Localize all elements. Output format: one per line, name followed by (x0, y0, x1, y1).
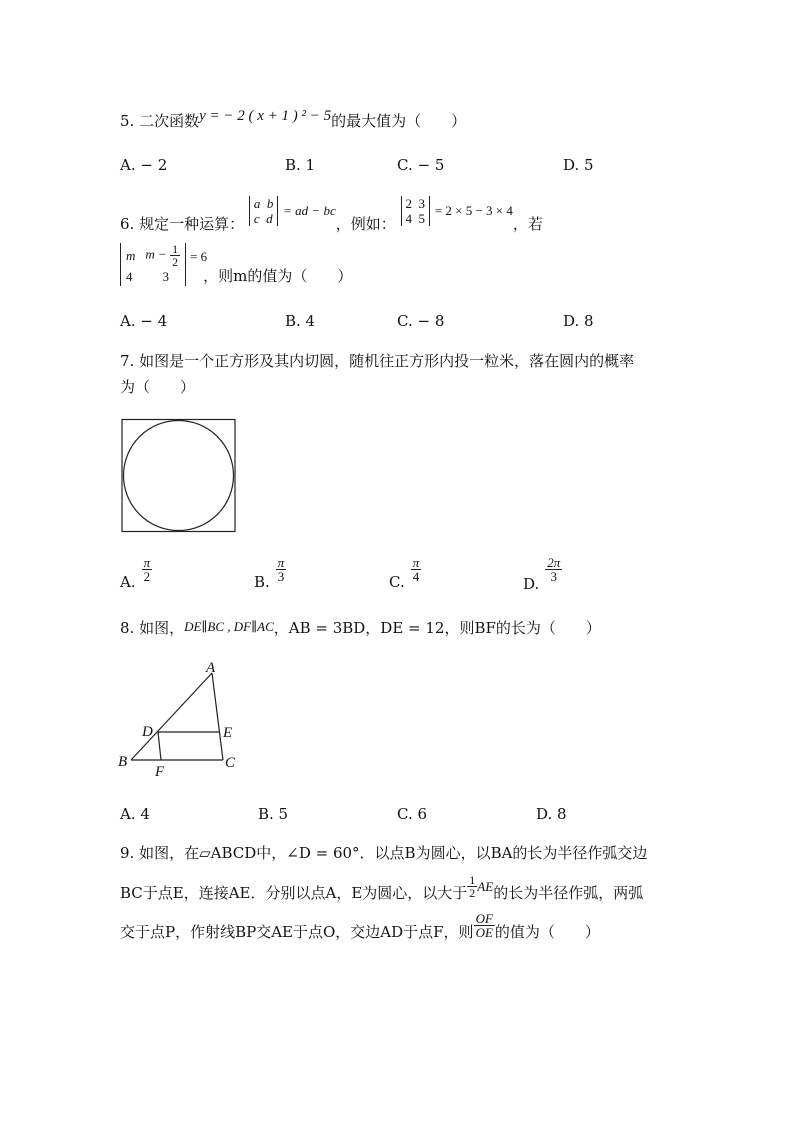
question-7-stem-line1: 7. 如图是一个正方形及其内切圆，随机往正方形内投一粒米，落在圆内的概率 (120, 352, 635, 370)
q6-option-a[interactable]: A. − 4 (120, 312, 168, 330)
q8-label-b: B (118, 754, 128, 770)
q7-circle (124, 421, 234, 531)
q6-example-rhs: = 2 × 5 − 3 × 4 (434, 203, 513, 218)
q8-side-ab (131, 673, 212, 760)
q5-stem-suffix: 的最大值为（ ） (331, 112, 467, 130)
question-6-stem-line1 (120, 196, 543, 233)
question-9-stem-line1: 9. 如图，在▱ABCD中，∠D = 60°．以点B为圆心，以BA的长为半径作弧交边 (120, 844, 648, 862)
q8-figure-triangle (110, 655, 250, 780)
q9-line2-suffix: 的长为半径作弧，两弧 (493, 884, 644, 902)
q5-stem-prefix: 5. 二次函数 (120, 112, 200, 130)
question-5-stem (120, 110, 466, 131)
q8-option-a[interactable]: A. 4 (120, 805, 150, 823)
q6-stem-prefix: 6. 规定一种运算： (120, 215, 245, 233)
question-7-stem-line2: 为（ ） (120, 378, 196, 396)
q7-figure-square-incircle (120, 418, 238, 534)
q6-definition-determinant: a b c d (249, 196, 279, 226)
q6-condition-rhs: = 6 (190, 248, 208, 264)
q8-option-c[interactable]: C. 6 (397, 805, 428, 823)
question-8-stem (120, 617, 601, 638)
q8-option-b[interactable]: B. 5 (258, 805, 289, 823)
question-6-stem-line2 (120, 243, 352, 286)
q5-option-d[interactable]: D. 5 (563, 156, 594, 174)
q7-square (122, 420, 235, 532)
q6-example-label: ，例如： (335, 215, 396, 233)
q5-option-b[interactable]: B. 1 (285, 156, 316, 174)
q9-segment-ae: AE (477, 878, 494, 894)
q7-option-c[interactable]: C. $\frac{\pi}{4}$ (389, 555, 420, 591)
q9-line2-prefix: BC于点E，连接AE．分别以点A，E为圆心，以大于 (120, 884, 468, 902)
q9-half-fraction: $\frac{1}{2}$ (469, 873, 476, 900)
q9-ratio-fraction: $\frac{OF}{OE}$ (475, 911, 493, 940)
q8-label-f: F (155, 764, 165, 780)
q6-option-c[interactable]: C. − 8 (397, 312, 445, 330)
q5-option-a[interactable]: A. − 2 (120, 156, 168, 174)
q6-if-label: ，若 (512, 215, 543, 233)
q8-condition-parallel: DE∥BC , DF∥AC (184, 619, 274, 634)
q6-example-determinant: 2 3 4 5 (401, 196, 431, 226)
q8-label-e: E (223, 725, 233, 741)
q6-option-d[interactable]: D. 8 (563, 312, 594, 330)
question-9-stem-line2 (120, 873, 644, 905)
q7-option-d[interactable]: D. $\frac{2\pi}{3}$ (523, 555, 561, 593)
q8-segment-df (158, 732, 161, 760)
q7-option-a[interactable]: A. $\frac{\pi}{2}$ (120, 555, 151, 591)
q9-line3-prefix: 交于点P，作射线BP交AE于点O，交边AD于点F，则 (120, 923, 474, 941)
q8-condition-lengths: ，AB = 3BD，DE = 12，则BF的长为（ ） (273, 619, 601, 637)
q6-stem-suffix: ，则m的值为（ ） (203, 267, 353, 285)
q8-label-a: A (206, 660, 216, 676)
question-9-stem-line3 (120, 911, 600, 945)
q6-option-b[interactable]: B. 4 (285, 312, 316, 330)
q8-label-c: C (225, 755, 236, 771)
q6-definition-rhs: = ad − bc (283, 203, 336, 218)
q5-option-c[interactable]: C. − 5 (397, 156, 445, 174)
q8-option-d[interactable]: D. 8 (536, 805, 567, 823)
q8-label-d: D (142, 724, 153, 740)
q8-stem-prefix: 8. 如图， (120, 619, 185, 637)
q5-formula: y = − 2 ( x + 1 ) ² − 5 (199, 108, 332, 124)
q9-line3-suffix: 的值为（ ） (494, 923, 600, 941)
q6-condition-determinant: m m − $\frac{1}{2}$ 4 3 (120, 243, 186, 286)
q7-option-b[interactable]: B. $\frac{\pi}{3}$ (254, 555, 285, 591)
q8-side-ac (212, 673, 223, 760)
